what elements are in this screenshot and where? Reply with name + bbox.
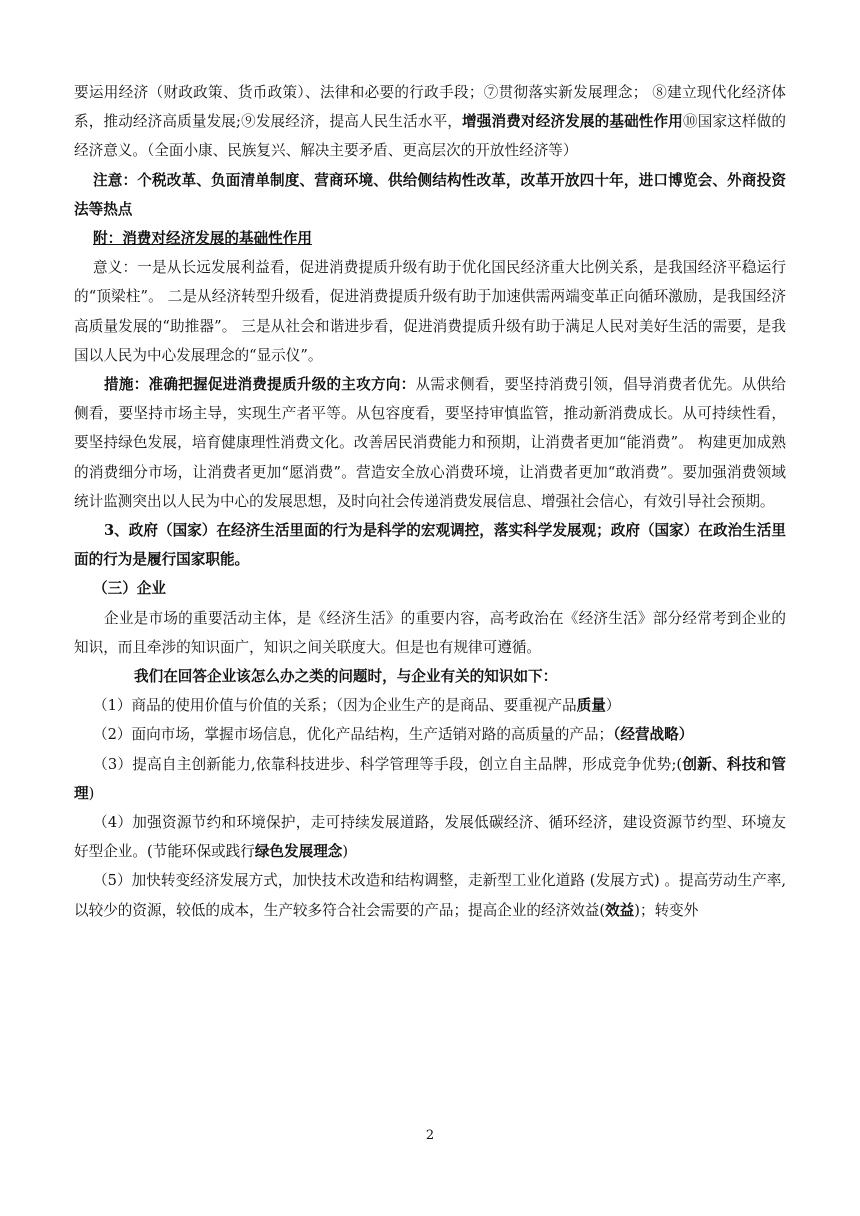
measures-label: 措施：准确把握促进消费提质升级的主攻方向： [104,376,416,394]
section-government-role: 3、政府（国家）在经济生活里面的行为是科学的宏观调控，落实科学发展观；政府（国家）在政治生活里面的行为是履行国家职能。 [74,522,786,569]
appendix-heading: 附：消费对经济发展的基础性作用 [93,230,312,248]
section-heading-enterprise: （三）企业 [93,580,166,598]
note-hot-topics: 注意：个税改革、负面清单制度、营商环境、供给侧结构性改革，改革开放四十年，进口博览会、外商投资法等热点 [74,171,786,218]
paragraph-enterprise-intro: 企业是市场的重要活动主体，是《经济生活》的重要内容，高考政治在《经济生活》部分经常考到企业的知识，而且牵涉的知识面广，知识之间关联度大。但是也有规律可遵循。 [74,609,786,656]
paragraph-measures: 措施：准确把握促进消费提质升级的主攻方向：从需求侧看，要坚持消费引领，倡导消费者优先。从供给侧看，要坚持市场主导，实现生产者平等。从包容度看，要坚持审慎监管，推动新消费成长。从可持续性看，要坚持绿色发展，培育健康理性消费文化。改善居民消费能力和预期，让消费者更加“能消费”。 构建更加成熟的消费细分市场，让消费者更加“愿消费”。营造安全放心消费环境，让消费者更加“敢消费”。要加强消费领域统计监测突出以人民为中心的发展思想，及时向社会传递消费发展信息、增强社会信心，有效引导社会预期。 [74,376,786,510]
list-item-4: （4）加强资源节约和环境保护，走可持续发展道路，发展低碳经济、循环经济，建设资源节约型、环境友好型企业。(节能环保或践行绿色发展理念) [74,814,786,861]
list-item-2: （2）面向市场，掌握市场信息，优化产品结构，生产适销对路的高质量的产品；（经营战略） [93,726,694,744]
list-item-1: （1）商品的使用价值与价值的关系；（因为企业生产的是商品、要重视产品质量） [93,697,621,715]
page-number: 2 [425,1128,435,1143]
bold-phrase: 增强消费对经济发展的基础性作用 [462,113,684,131]
paragraph-state-measures: 要运用经济（财政政策、货币政策）、法律和必要的行政手段；⑦贯彻落实新发展理念； ⑧建立现代化经济体系，推动经济高质量发展;⑨发展经济，提高人民生活水平，增强消费对经济发展的基础性作用⑩国家这样做的经济意义。（全面小康、民族复兴、解决主要矛盾、更高层次的开放性经济等） [74,84,786,160]
page-body [74,78,786,925]
list-item-3: （3）提高自主创新能力,依靠科技进步、科学管理等手段，创立自主品牌，形成竞争优势;(创新、科技和管理) [74,755,786,802]
list-item-5: （5）加快转变经济发展方式，加快技术改造和结构调整，走新型工业化道路 (发展方式) 。提高劳动生产率,以较少的资源，较低的成本，生产较多符合社会需要的产品；提高企业的经济效益(效益)；转变外 [74,872,786,919]
paragraph-significance: 意义：一是从长远发展利益看，促进消费提质升级有助于优化国民经济重大比例关系，是我国经济平稳运行的“顶梁柱”。 二是从经济转型升级看，促进消费提质升级有助于加速供需两端变革正向循环激励，是我国经济高质量发展的“助推器”。 三是从社会和谐进步看，促进消费提质升级有助于满足人民对美好生活的需要，是我国以人民为中心发展理念的“显示仪”。 [74,259,786,364]
paragraph-enterprise-lead: 我们在回答企业该怎么办之类的问题时，与企业有关的知识如下： [134,668,558,686]
